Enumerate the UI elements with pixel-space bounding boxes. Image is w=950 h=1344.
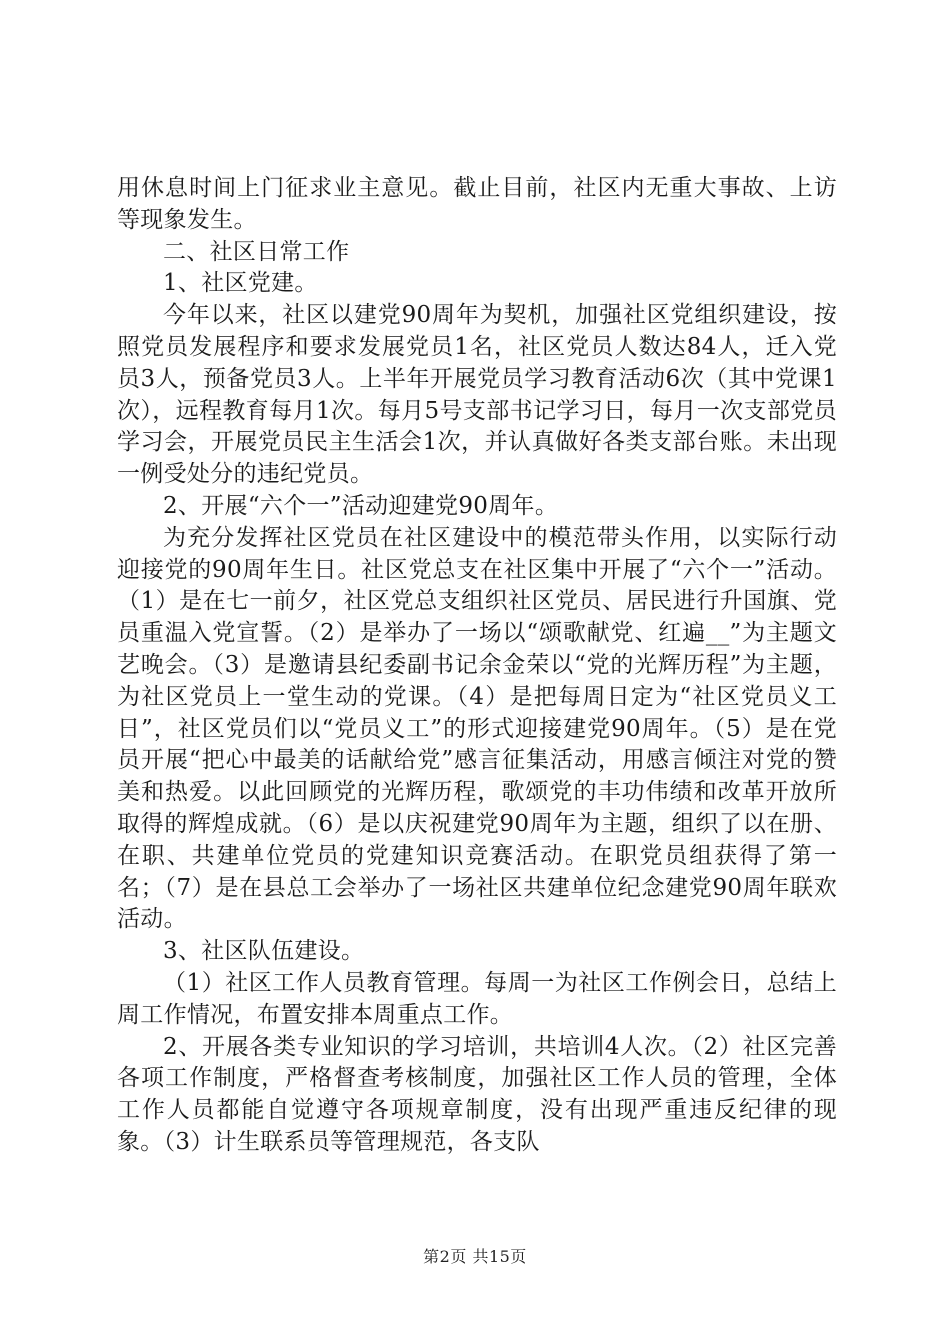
paragraph-training: 2、开展各类专业知识的学习培训，共培训4人次。（2）社区完善各项工作制度，严格督查考核制度，加强社区工作人员的管理，全体工作人员都能自觉遵守各项规章制度，没有出现严重违反纪律的现象。（3）计生联系员等管理规范，各支队 [117,1033,837,1155]
subheading-party-building: 1、社区党建。 [163,270,318,297]
paragraph-1: 用休息时间上门征求业主意见。截止目前，社区内无重大事故、上访等现象发生。 [117,175,837,233]
subheading-team-building: 3、社区队伍建设。 [163,938,365,965]
page-number-footer: 第2页 共15页 [423,1247,527,1266]
paragraph-six-activities: 为充分发挥社区党员在社区建设中的模范带头作用，以实际行动迎接党的90周年生日。社区党总支在社区集中开展了“六个一”活动。（1）是在七一前夕，社区党总支组织社区党员、居民进行升国旗、党员重温入党宣誓。（2）是举办了一场以“颂歌献党、红遍__”为主题文艺晚会。（3）是邀请县纪委副书记余金荣以“党的光辉历程”为主题，为社区党员上一堂生动的党课。（4）是把每周日定为“社区党员义工日”，社区党员们以“党员义工”的形式迎接建党90周年。（5）是在党员开展“把心中最美的话献给党”感言征集活动，用感言倾注对党的赞美和热爱。以此回顾党的光辉历程，歌颂党的丰功伟绩和改革开放所取得的辉煌成就。（6）是以庆祝建党90周年为主题，组织了以在册、在职、共建单位党员的党建知识竞赛活动。在职党员组获得了第一名；（7）是在县总工会举办了一场社区共建单位纪念建党90周年联欢活动。 [117,524,837,933]
paragraph-staff-management: （1）社区工作人员教育管理。每周一为社区工作例会日，总结上周工作情况，布置安排本周重点工作。 [117,969,837,1028]
section-heading-daily-work: 二、社区日常工作 [163,238,350,265]
document-body [117,173,837,1159]
subheading-six-activities: 2、开展“六个一”活动迎建党90周年。 [163,492,559,519]
paragraph-party-building: 今年以来，社区以建党90周年为契机，加强社区党组织建设，按照党员发展程序和要求发展党员1名，社区党员人数达84人，迁入党员3人，预备党员3人。上半年开展党员学习教育活动6次（其中党课1次），远程教育每月1次。每月5号支部书记学习日，每月一次支部党员学习会，开展党员民主生活会1次，并认真做好各类支部台账。未出现一例受处分的违纪党员。 [117,302,837,488]
